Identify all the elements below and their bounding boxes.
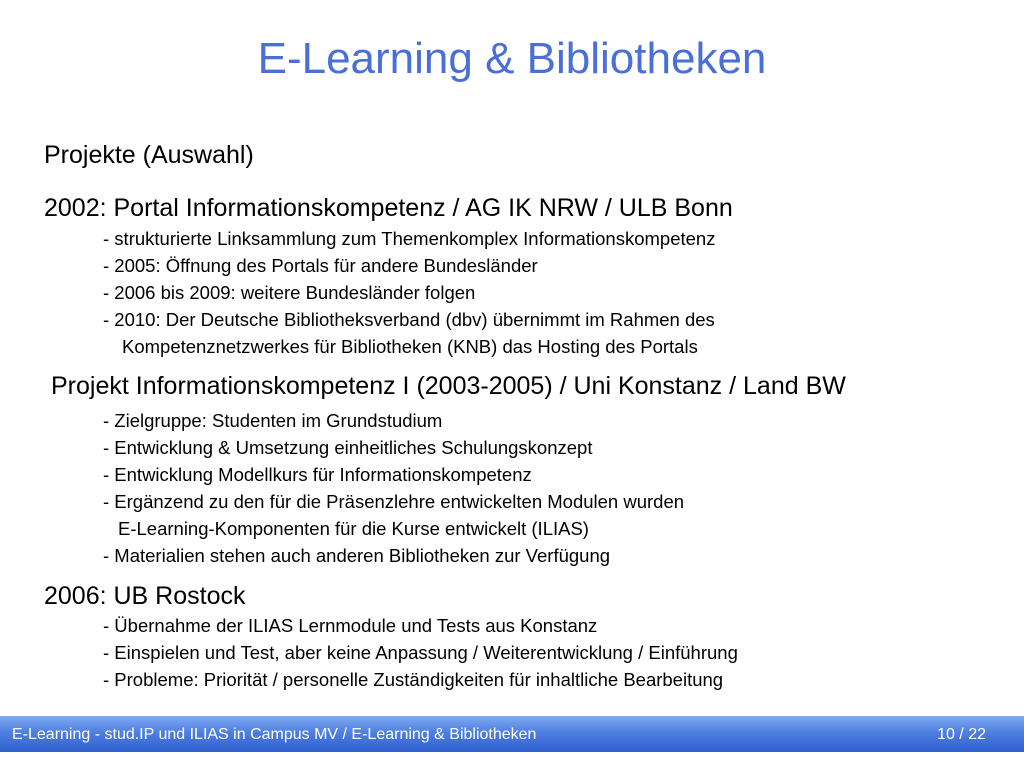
page-number: 10 / 22 <box>937 726 986 743</box>
section-heading-rostock: 2006: UB Rostock <box>44 582 246 610</box>
footer-bar <box>0 716 1024 752</box>
bullet-item: - strukturierte Linksammlung zum Themenkomplex Informationskompetenz <box>103 228 716 249</box>
bullet-item: - Übernahme der ILIAS Lernmodule und Tests aus Konstanz <box>103 615 598 636</box>
subtitle: Projekte (Auswahl) <box>44 141 254 169</box>
bullet-item: - Zielgruppe: Studenten im Grundstudium <box>103 410 443 431</box>
bullet-item: - Entwicklung & Umsetzung einheitliches Schulungskonzept <box>103 437 593 458</box>
bullet-item: - Einspielen und Test, aber keine Anpassung / Weiterentwicklung / Einführung <box>103 642 738 663</box>
bullet-item: - 2010: Der Deutsche Bibliotheksverband (dbv) übernimmt im Rahmen des <box>103 309 715 330</box>
section-heading-portal: 2002: Portal Informationskompetenz / AG IK NRW / ULB Bonn <box>44 194 733 222</box>
bullet-item-continuation: Kompetenznetzwerkes für Bibliotheken (KNB) das Hosting des Portals <box>122 336 698 357</box>
bullet-item: - Materialien stehen auch anderen Bibliotheken zur Verfügung <box>103 545 611 566</box>
bullet-item: - 2006 bis 2009: weitere Bundesländer folgen <box>103 282 476 303</box>
slide-title: E-Learning & Bibliotheken <box>257 34 767 83</box>
footer-text: E-Learning - stud.IP und ILIAS in Campus MV / E-Learning & Bibliotheken <box>12 726 537 743</box>
bullet-item: - Ergänzend zu den für die Präsenzlehre entwickelten Modulen wurden <box>103 491 685 512</box>
bullet-item: - Probleme: Priorität / personelle Zuständigkeiten für inhaltliche Bearbeitung <box>103 669 724 690</box>
section-heading-konstanz: Projekt Informationskompetenz I (2003-2005) / Uni Konstanz / Land BW <box>51 372 846 400</box>
bullet-item: - Entwicklung Modellkurs für Informationskompetenz <box>103 464 532 485</box>
bullet-item-continuation: E-Learning-Komponenten für die Kurse entwickelt (ILIAS) <box>118 518 589 539</box>
bullet-item: - 2005: Öffnung des Portals für andere Bundesländer <box>103 255 538 276</box>
